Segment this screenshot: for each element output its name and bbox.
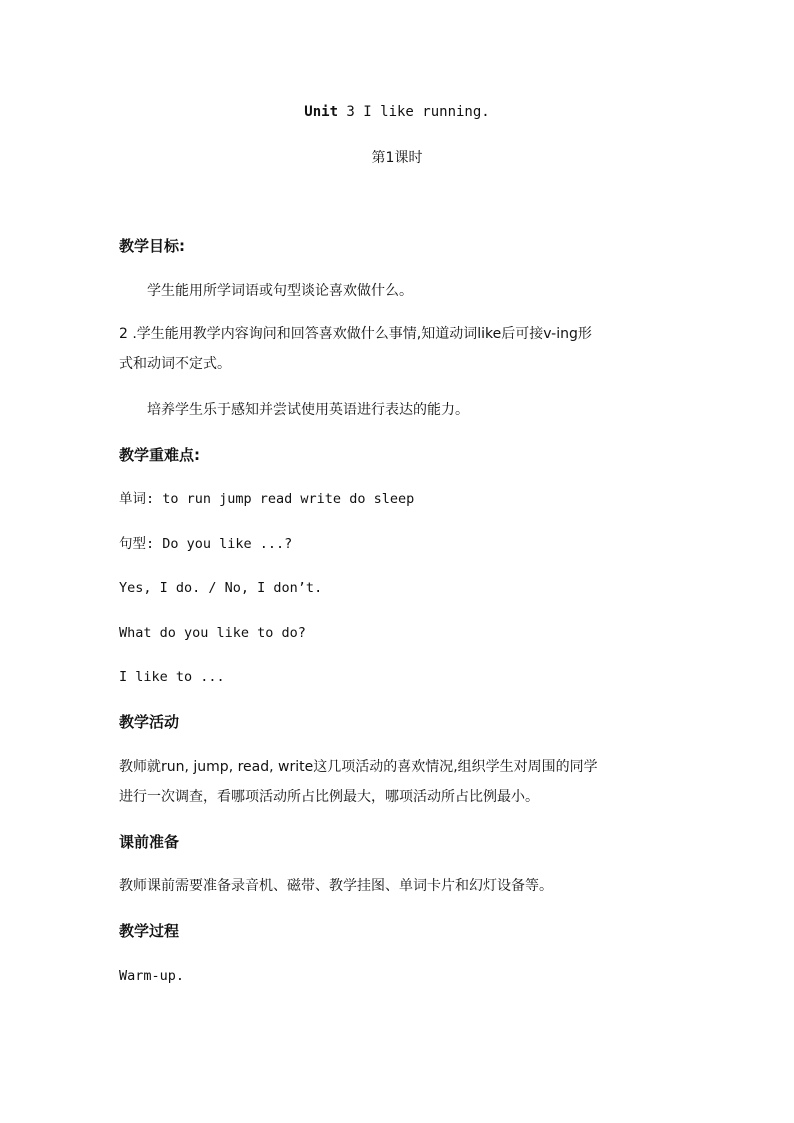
objectives-heading: 教学目标: [119,237,185,255]
activity-heading: 教学活动 [119,713,180,731]
activity-line-2: 进行一次调查，看哪项活动所占比例最大，哪项活动所占比例最小。 [119,789,539,805]
answer-line: Yes, I do. / No, I don’t. [119,580,323,596]
document-title [0,102,794,122]
objective-2-line-2: 式和动词不定式。 [119,356,231,372]
sentence-pattern-line: 句型: Do you like ...? [119,536,293,552]
activity-line-1: 教师就run, jump, read, write这几项活动的喜欢情况,组织学生对周围的同学 [119,759,598,775]
preparation-heading: 课前准备 [119,833,180,851]
key-points-heading: 教学重难点: [119,446,200,464]
process-heading: 教学过程 [119,922,180,940]
reply-line: I like to ... [119,669,225,685]
title-unit-word: Unit [304,104,338,120]
title-rest: 3 I like running. [338,104,490,120]
lesson-subtitle: 第1课时 [371,150,423,166]
vocabulary-line: 单词: to run jump read write do sleep [119,491,415,507]
objective-3: 培养学生乐于感知并尝试使用英语进行表达的能力。 [147,402,469,418]
preparation-text: 教师课前需要准备录音机、磁带、教学挂图、单词卡片和幻灯设备等。 [119,878,553,894]
objective-2-line-1: 2 .学生能用教学内容询问和回答喜欢做什么事情,知道动词like后可接v-ing形 [119,326,592,342]
objective-1: 学生能用所学词语或句型谈论喜欢做什么。 [147,283,413,299]
warm-up-line: Warm-up. [119,968,185,984]
question-line: What do you like to do? [119,625,306,641]
